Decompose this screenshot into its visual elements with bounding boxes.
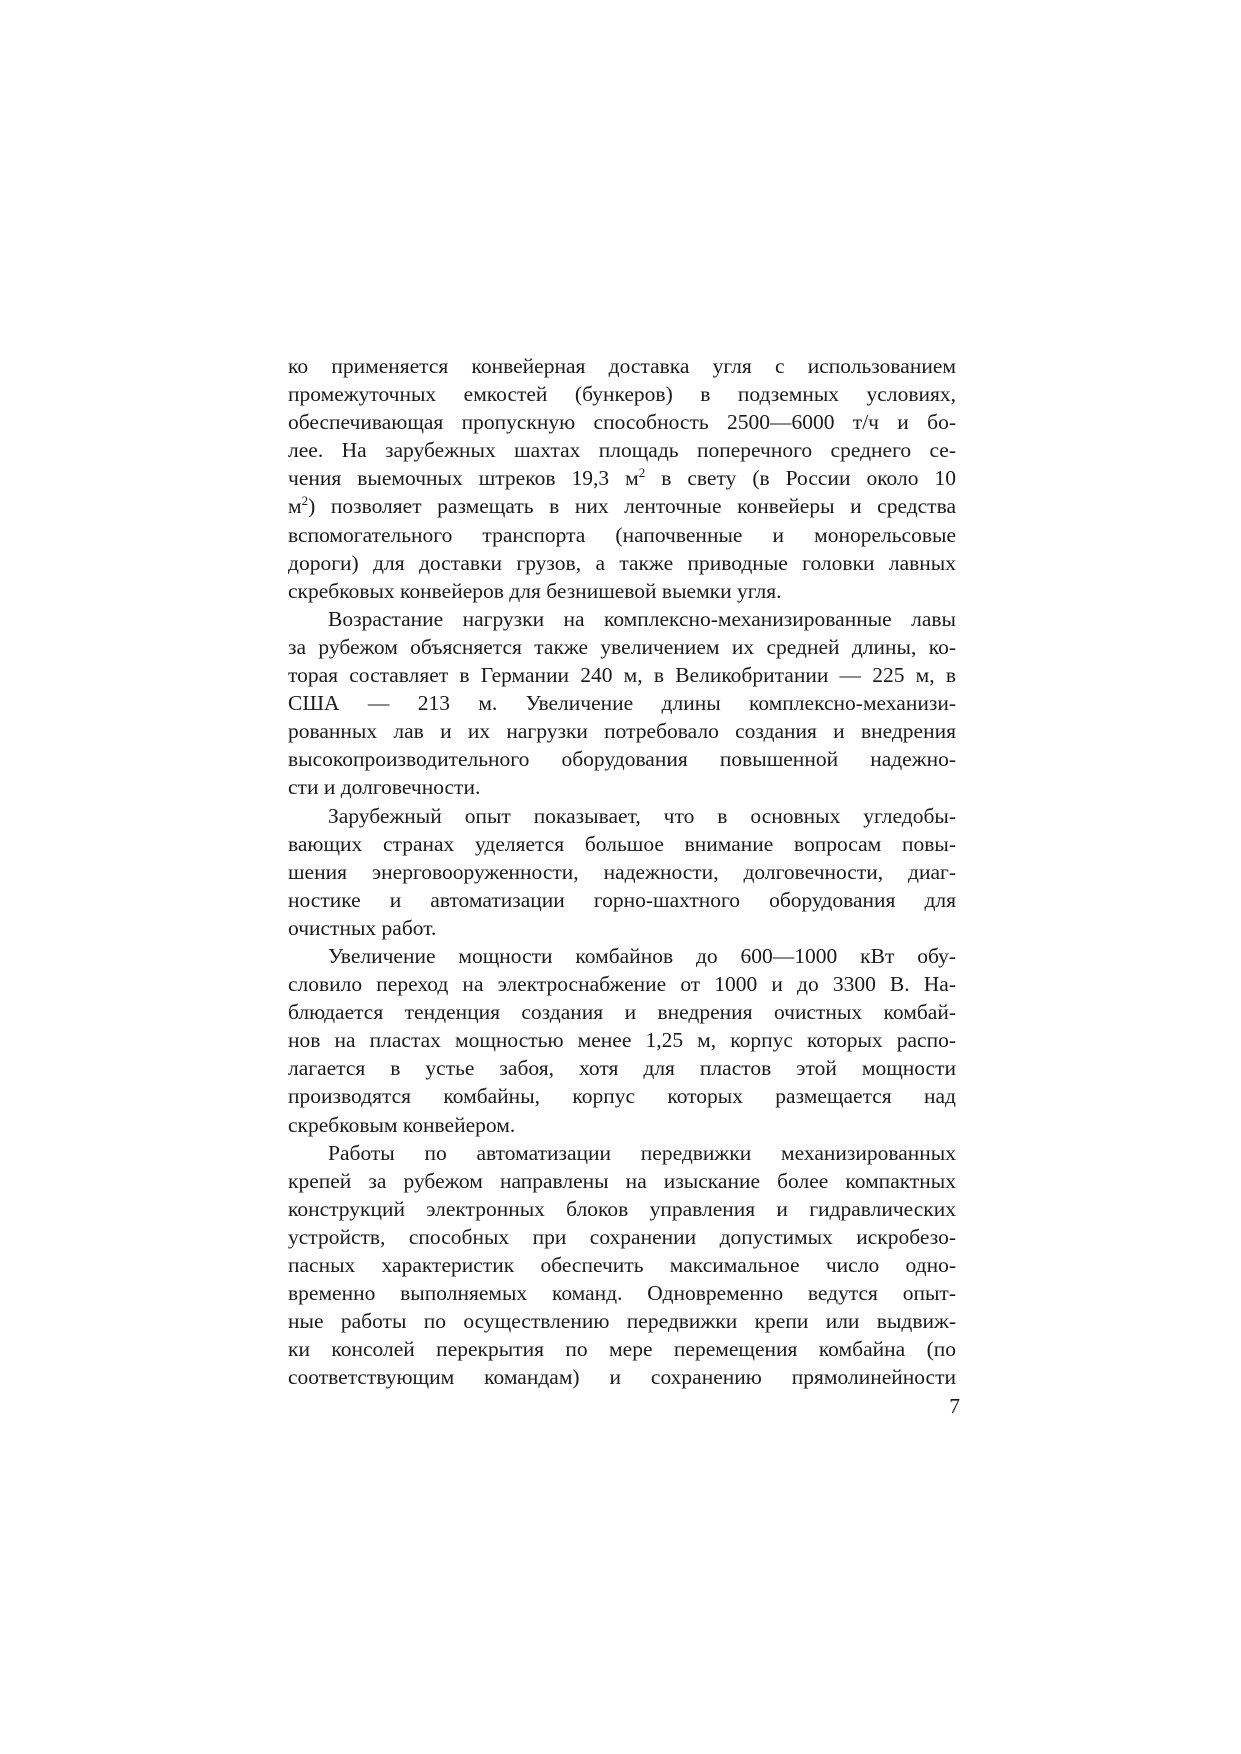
paragraph-4 xyxy=(288,942,956,1139)
text-line: сти и долговечности. xyxy=(288,775,481,800)
text-line: блюдается тенденция создания и внедрения очистных комбай- xyxy=(288,1000,956,1025)
text-line: высокопроизводительного оборудования повышенной надежно- xyxy=(288,747,956,772)
text-line: обеспечивающая пропускную способность 2500—6000 т/ч и бо- xyxy=(288,410,956,435)
text-line: соответствующим командам) и сохранению прямолинейности xyxy=(288,1365,956,1390)
text-line: нов на пластах мощностью менее 1,25 м, корпус которых распо- xyxy=(288,1028,956,1053)
text-line: торая составляет в Германии 240 м, в Великобритании — 225 м, в xyxy=(288,663,956,688)
text-line: промежуточных емкостей (бункеров) в подземных условиях, xyxy=(288,382,956,407)
text-line: ностике и автоматизации горно-шахтного оборудования для xyxy=(288,887,956,912)
text-line: производятся комбайны, корпус которых размещается над xyxy=(288,1084,956,1109)
text-line: скребковым конвейером. xyxy=(288,1112,516,1137)
text-line: скребковых конвейеров для безнишевой выемки угля. xyxy=(288,578,782,603)
text-line: США — 213 м. Увеличение длины комплексно-механизи- xyxy=(288,691,956,716)
text-line: за рубежом объясняется также увеличением их средней длины, ко- xyxy=(288,634,956,659)
text-line: Зарубежный опыт показывает, что в основных угледобы- xyxy=(328,803,956,828)
page-number: 7 xyxy=(949,1394,960,1418)
page-body xyxy=(288,352,956,1391)
text-line: вспомогательного транспорта (напочвенные и монорельсовые xyxy=(288,522,956,547)
text-line: $м^2$) позволяет размещать в них ленточные конвейеры и средства xyxy=(288,493,956,519)
text-line: дороги) для доставки грузов, а также приводные головки лавных xyxy=(288,550,956,575)
text-line: рованных лав и их нагрузки потребовало создания и внедрения xyxy=(288,719,956,744)
text-line: очистных работ. xyxy=(288,915,437,940)
text-line: ко применяется конвейерная доставка угля с использованием xyxy=(288,354,956,378)
text-line: Возрастание нагрузки на комплексно-механизированные лавы xyxy=(328,606,956,631)
text-line: словило переход на электроснабжение от 1000 и до 3300 В. На- xyxy=(288,972,956,997)
paragraph-2 xyxy=(288,605,956,802)
text-line: ные работы по осуществлению передвижки крепи или выдвиж- xyxy=(288,1309,956,1334)
text-line: устройств, способных при сохранении допустимых искробезо- xyxy=(288,1224,956,1249)
text-line: ки консолей перекрытия по мере перемещения комбайна (по xyxy=(288,1337,956,1362)
text-line: Работы по автоматизации передвижки механизированных xyxy=(328,1140,956,1165)
text-line: временно выполняемых команд. Одновременно ведутся опыт- xyxy=(288,1281,956,1306)
text-line: конструкций электронных блоков управления и гидравлических xyxy=(288,1196,956,1221)
text-line: шения энерговооруженности, надежности, долговечности, диаг- xyxy=(288,859,956,884)
text-line: пасных характеристик обеспечить максимальное число одно- xyxy=(288,1253,956,1277)
text-line: лагается в устье забоя, хотя для пластов этой мощности xyxy=(288,1056,956,1081)
paragraph-1 xyxy=(288,352,956,605)
text-line: чения выемочных штреков 19,3 $м^2$ в свету (в России около 10 xyxy=(288,465,956,491)
text-line: лее. На зарубежных шахтах площадь поперечного среднего се- xyxy=(288,438,956,463)
text-line: крепей за рубежом направлены на изыскание более компактных xyxy=(288,1168,956,1193)
text-line: Увеличение мощности комбайнов до 600—1000 кВт обу- xyxy=(328,943,956,968)
text-line: вающих странах уделяется большое внимание вопросам повы- xyxy=(288,831,956,856)
paragraph-5 xyxy=(288,1139,956,1392)
paragraph-3 xyxy=(288,802,956,942)
